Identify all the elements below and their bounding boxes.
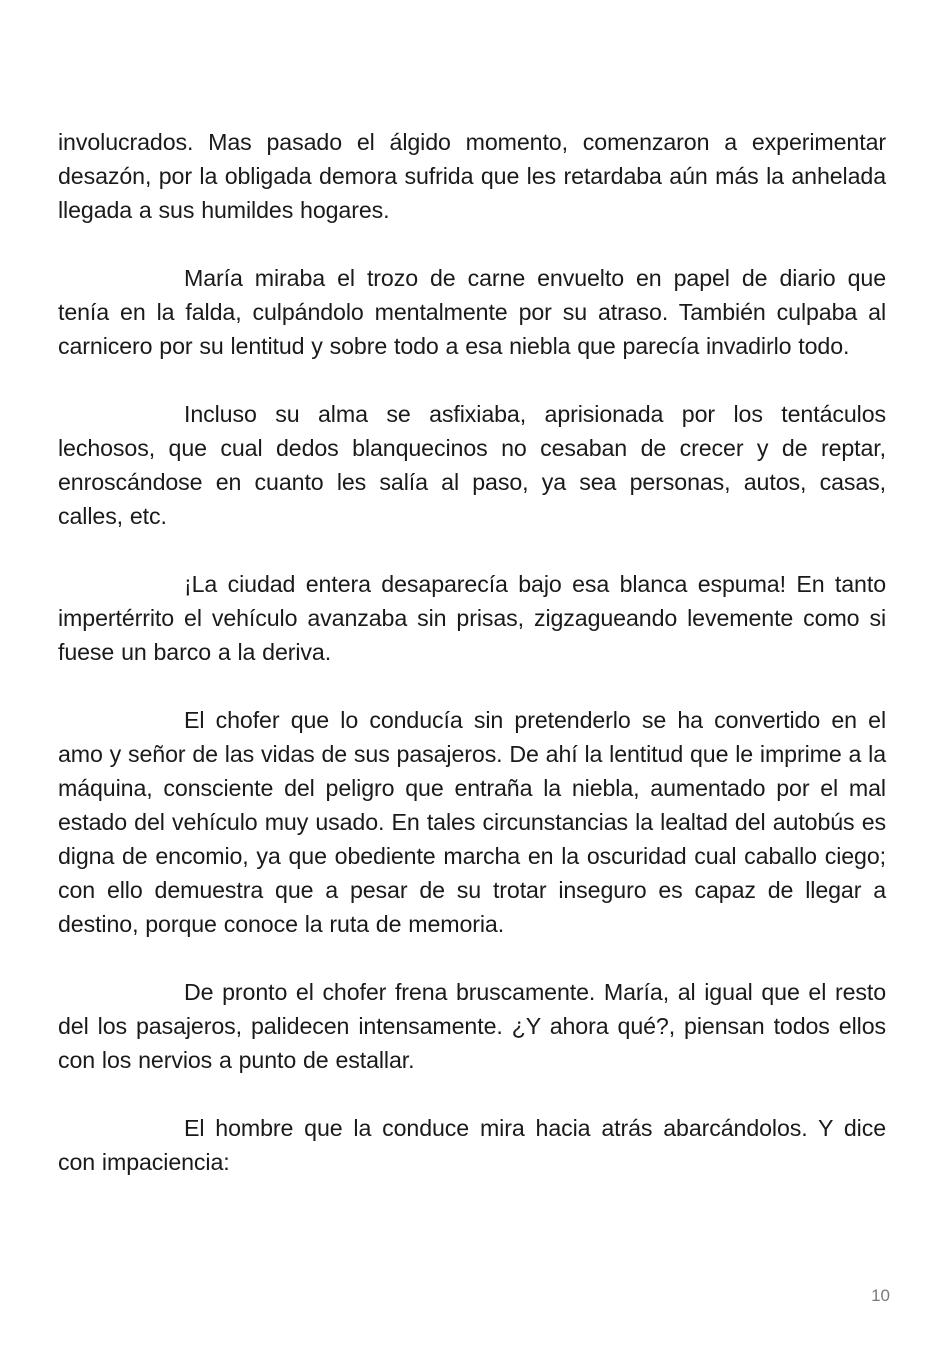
paragraph-1: involucrados. Mas pasado el álgido momento, comenzaron a experimentar desazón, por la obligada demora sufrida que les retardaba aún más la anhelada llegada a sus humildes hogares. xyxy=(58,129,886,223)
document-body xyxy=(58,125,886,1213)
paragraph-2: María miraba el trozo de carne envuelto en papel de diario que tenía en la falda, culpándolo mentalmente por su atraso. También culpaba al carnicero por su lentitud y sobre todo a esa niebla que parecía invadirlo todo. xyxy=(58,265,886,359)
paragraph-3: Incluso su alma se asfixiaba, aprisionada por los tentáculos lechosos, que cual dedos blanquecinos no cesaban de crecer y de reptar, enroscándose en cuanto les salía al paso, ya sea personas, autos, casas, calles, etc. xyxy=(58,401,886,529)
page-number: 10 xyxy=(871,1286,890,1305)
paragraph-6: De pronto el chofer frena bruscamente. María, al igual que el resto del los pasajeros, palidecen intensamente. ¿Y ahora qué?, piensan todos ellos con los nervios a punto de estallar. xyxy=(58,979,886,1073)
paragraph-5: El chofer que lo conducía sin pretenderlo se ha convertido en el amo y señor de las vidas de sus pasajeros. De ahí la lentitud que le imprime a la máquina, consciente del peligro que entraña la niebla, aumentado por el mal estado del vehículo muy usado. En tales circunstancias la lealtad del autobús es digna de encomio, ya que obediente marcha en la oscuridad cual caballo ciego; con ello demuestra que a pesar de su trotar inseguro es capaz de llegar a destino, porque conoce la ruta de memoria. xyxy=(58,707,886,937)
paragraph-4: ¡La ciudad entera desaparecía bajo esa blanca espuma! En tanto impertérrito el vehículo avanzaba sin prisas, zigzagueando levemente como si fuese un barco a la deriva. xyxy=(58,571,886,665)
paragraph-7: El hombre que la conduce mira hacia atrás abarcándolos. Y dice con impaciencia: xyxy=(58,1115,886,1175)
